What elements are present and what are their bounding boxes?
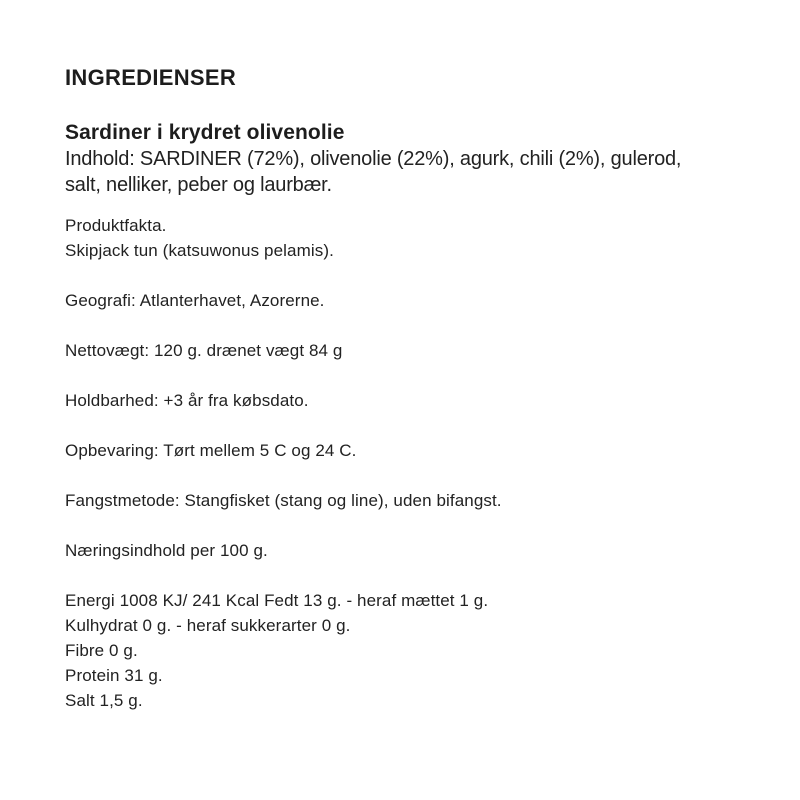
nutrition-line-protein: Protein 31 g. <box>65 666 163 685</box>
fact-line-nettovaegt: Nettovægt: 120 g. drænet vægt 84 g <box>65 341 343 360</box>
fact-line-produktfakta: Produktfakta. <box>65 216 167 235</box>
fact-line-fangstmetode: Fangstmetode: Stangfisket (stang og line), uden bifangst. <box>65 491 502 510</box>
fact-group-opbevaring <box>65 438 502 463</box>
fact-group-holdbarhed <box>65 388 502 413</box>
product-facts-section <box>65 213 502 738</box>
ingredients-text-line-1: Indhold: SARDINER (72%), olivenolie (22%), agurk, chili (2%), gulerod, <box>65 148 682 170</box>
fact-group-naeringsindhold-header <box>65 538 502 563</box>
fact-line-naeringsindhold-header: Næringsindhold per 100 g. <box>65 541 268 560</box>
fact-group-fangstmetode <box>65 488 502 513</box>
fact-line-opbevaring: Opbevaring: Tørt mellem 5 C og 24 C. <box>65 441 357 460</box>
page-title: INGREDIENSER <box>65 65 237 90</box>
product-name: Sardiner i krydret olivenolie <box>65 121 345 144</box>
fact-group-geografi <box>65 288 502 313</box>
fact-group-nettovaegt <box>65 338 502 363</box>
ingredients-text-line-2: salt, nelliker, peber og laurbær. <box>65 174 332 196</box>
fact-line-geografi: Geografi: Atlanterhavet, Azorerne. <box>65 291 325 310</box>
nutrition-line-fibre: Fibre 0 g. <box>65 641 138 660</box>
nutrition-line-energi: Energi 1008 KJ/ 241 Kcal Fedt 13 g. - heraf mættet 1 g. <box>65 591 489 610</box>
product-header-section <box>65 119 681 198</box>
fact-line-species: Skipjack tun (katsuwonus pelamis). <box>65 241 334 260</box>
fact-group-produktfakta <box>65 213 502 263</box>
fact-line-holdbarhed: Holdbarhed: +3 år fra købsdato. <box>65 391 309 410</box>
nutrition-line-kulhydrat: Kulhydrat 0 g. - heraf sukkerarter 0 g. <box>65 616 351 635</box>
nutrition-line-salt: Salt 1,5 g. <box>65 691 143 710</box>
fact-group-nutrition-values <box>65 588 502 713</box>
